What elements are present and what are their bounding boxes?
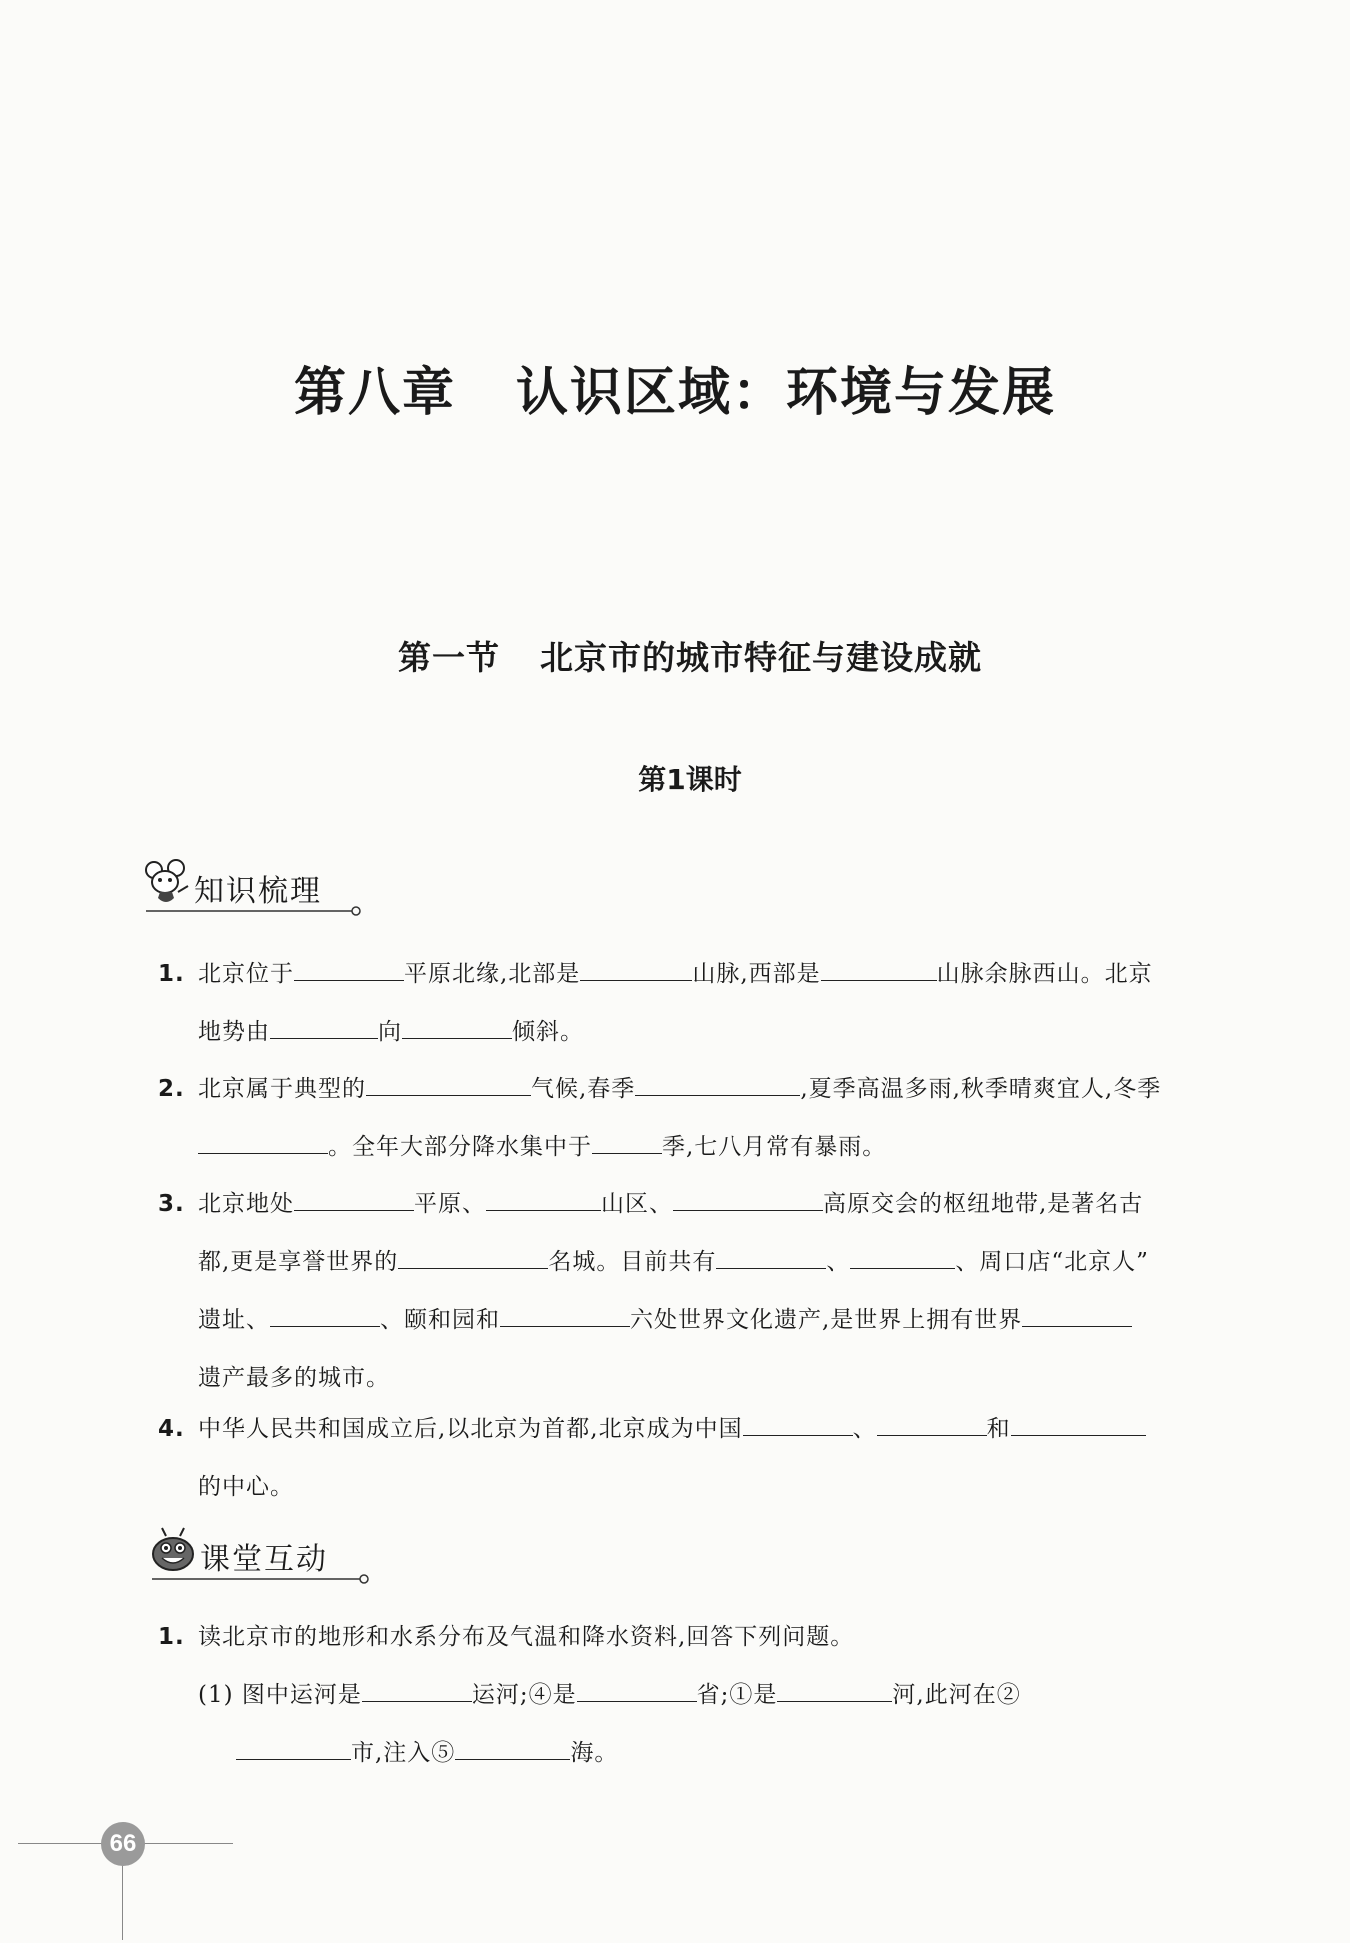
section-title (0, 632, 1350, 679)
classroom-question-1 (160, 1608, 1240, 1782)
footer-vertical-rule (122, 1865, 123, 1940)
question-text: 中华人民共和国成立后,以北京为首都,北京成为中国 (198, 1416, 743, 1442)
question-number: 4. (158, 1416, 185, 1442)
question-number: 3. (158, 1191, 185, 1217)
sub-question-1 (198, 1666, 1240, 1782)
question-text: 季,七八月常有暴雨。 (662, 1134, 887, 1160)
answer-blank[interactable] (398, 1242, 548, 1269)
question-text: 北京属于典型的 (198, 1076, 366, 1102)
classroom-heading (148, 1526, 370, 1586)
question-text: 高原交会的枢纽地带,是著名古 (823, 1191, 1144, 1217)
classroom-heading-label: 课堂互动 (200, 1542, 328, 1577)
answer-blank[interactable] (198, 1127, 328, 1154)
answer-blank[interactable] (366, 1069, 531, 1096)
answer-blank[interactable] (294, 954, 404, 981)
question-text: 向 (378, 1019, 402, 1045)
question-text: 和 (986, 1416, 1011, 1442)
question-text: 山脉,西部是 (692, 961, 821, 987)
question-number: 1. (158, 1624, 185, 1650)
answer-blank[interactable] (294, 1184, 414, 1211)
answer-blank[interactable] (402, 1012, 512, 1039)
question-text: 山区、 (601, 1191, 673, 1217)
question-text: 省;①是 (696, 1682, 778, 1708)
question-text: 倾斜。 (512, 1019, 584, 1045)
question-text: 、周口店“北京人” (955, 1249, 1149, 1275)
question-text: 遗产最多的城市。 (198, 1365, 390, 1391)
answer-blank[interactable] (236, 1733, 351, 1760)
lesson-title: 第1课时 (638, 763, 742, 796)
question-text: (1) 图中运河是 (198, 1682, 362, 1708)
chapter-name: 认识区域：环境与发展 (516, 363, 1057, 423)
question-text: 、 (852, 1416, 877, 1442)
knowledge-question-3 (160, 1175, 1240, 1407)
answer-blank[interactable] (821, 954, 937, 981)
question-text: 名城。目前共有 (548, 1249, 717, 1275)
question-text: 海。 (570, 1740, 619, 1766)
question-text: 北京位于 (198, 961, 294, 987)
answer-blank[interactable] (877, 1409, 987, 1436)
knowledge-heading (142, 858, 362, 918)
question-text: 气候,春季 (531, 1076, 636, 1102)
answer-blank[interactable] (577, 1675, 697, 1702)
chapter-number: 第八章 (293, 363, 456, 423)
answer-blank[interactable] (743, 1409, 853, 1436)
heading-underline (152, 1572, 370, 1586)
knowledge-question-2 (160, 1060, 1240, 1176)
question-text: 河,此河在② (892, 1682, 1021, 1708)
question-text: 市,注入⑤ (351, 1740, 456, 1766)
question-text: 遗址、 (198, 1307, 270, 1333)
chapter-title (0, 350, 1350, 425)
question-text: 平原北缘,北部是 (404, 961, 581, 987)
question-text: 、 (826, 1249, 851, 1275)
answer-blank[interactable] (850, 1242, 955, 1269)
answer-blank[interactable] (270, 1300, 380, 1327)
question-text: 山脉余脉西山。北京 (936, 961, 1153, 987)
question-text: ,夏季高温多雨,秋季晴爽宜人,冬季 (800, 1076, 1162, 1102)
answer-blank[interactable] (592, 1127, 662, 1154)
question-text: 、颐和园和 (380, 1307, 500, 1333)
answer-blank[interactable] (1011, 1409, 1146, 1436)
page-number: 66 (101, 1822, 145, 1866)
section-name: 北京市的城市特征与建设成就 (540, 638, 982, 677)
question-number: 1. (158, 961, 185, 987)
question-text: 六处世界文化遗产,是世界上拥有世界 (630, 1307, 1023, 1333)
knowledge-question-1 (160, 945, 1240, 1061)
knowledge-heading-label: 知识梳理 (194, 874, 322, 909)
answer-blank[interactable] (673, 1184, 823, 1211)
answer-blank[interactable] (362, 1675, 472, 1702)
knowledge-question-4 (160, 1400, 1240, 1516)
heading-underline (146, 904, 362, 918)
mouse-mascot-icon (142, 858, 194, 910)
question-text: 读北京市的地形和水系分布及气温和降水资料,回答下列问题。 (198, 1624, 855, 1650)
question-text: 北京地处 (198, 1191, 294, 1217)
bug-mascot-icon (148, 1526, 200, 1578)
question-text: 地势由 (198, 1019, 270, 1045)
answer-blank[interactable] (777, 1675, 892, 1702)
answer-blank[interactable] (716, 1242, 826, 1269)
answer-blank[interactable] (270, 1012, 378, 1039)
answer-blank[interactable] (635, 1069, 800, 1096)
answer-blank[interactable] (500, 1300, 630, 1327)
answer-blank[interactable] (1022, 1300, 1132, 1327)
answer-blank[interactable] (580, 954, 692, 981)
question-text: 都,更是享誉世界的 (198, 1249, 399, 1275)
section-number: 第一节 (398, 638, 500, 677)
question-text: 运河;④是 (471, 1682, 577, 1708)
question-text: 的中心。 (198, 1474, 294, 1500)
answer-blank[interactable] (455, 1733, 570, 1760)
question-number: 2. (158, 1076, 185, 1102)
question-text: 。全年大部分降水集中于 (328, 1134, 592, 1160)
question-text: 平原、 (414, 1191, 486, 1217)
answer-blank[interactable] (486, 1184, 601, 1211)
